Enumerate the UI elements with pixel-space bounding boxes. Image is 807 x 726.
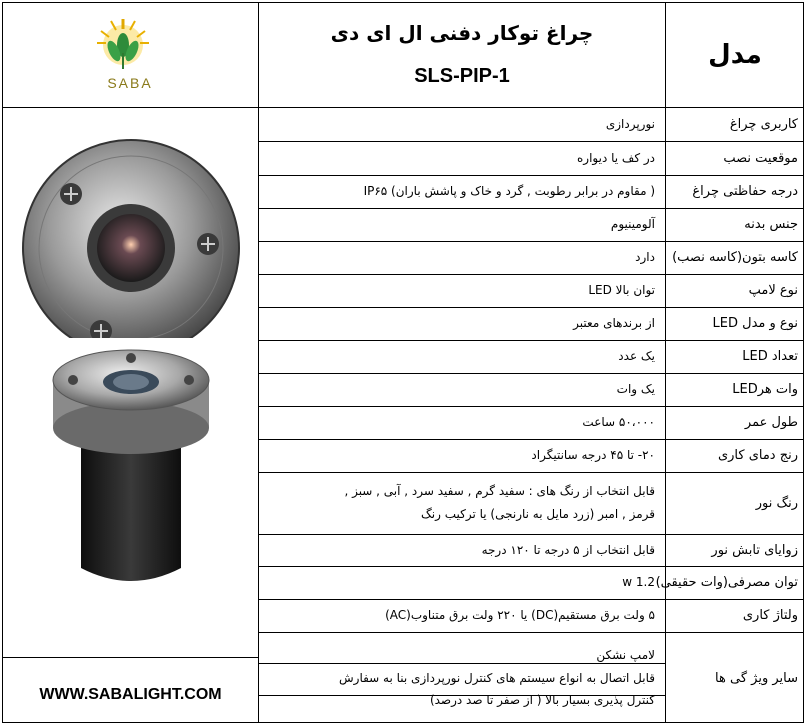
spec-value-line: قابل انتخاب از ۵ درجه تا ۱۲۰ درجه	[481, 542, 655, 557]
model-heading: مدل	[708, 40, 762, 70]
spec-label-text: زوایای تابش نور	[711, 542, 798, 558]
wheat-logo-icon	[3, 3, 257, 107]
spec-value-line: قابل انتخاب از رنگ های : سفید گرم , سفید سرد , آبی , سبز ,	[344, 484, 655, 499]
spec-label	[666, 439, 804, 472]
spec-label-text: جنس بدنه	[744, 217, 798, 232]
spec-row	[259, 141, 804, 175]
spec-value-line: دارد	[635, 250, 655, 265]
spec-label	[666, 632, 804, 724]
spec-row	[259, 175, 804, 208]
spec-value	[259, 208, 665, 241]
spec-label	[655, 566, 804, 599]
spec-label	[666, 274, 804, 307]
spec-row	[259, 241, 804, 274]
spec-label	[666, 340, 804, 373]
spec-label-text: درجه حفاظتی چراغ	[692, 184, 798, 199]
photo-column	[3, 108, 258, 724]
spec-value	[259, 274, 665, 307]
spec-value	[259, 175, 665, 208]
spec-value	[259, 472, 665, 534]
spec-label	[666, 472, 804, 534]
product-photo-side	[3, 348, 258, 608]
spec-value	[259, 141, 665, 175]
spec-row	[259, 632, 804, 724]
spec-row	[259, 472, 804, 534]
spec-label-text: توان مصرفی(وات حقیقی)	[655, 575, 798, 590]
spec-value-line: یک وات	[616, 382, 655, 397]
spec-value-line: قابل اتصال به انواع سیستم های کنترل نورپردازی بنا به سفارش	[339, 670, 655, 685]
spec-label	[666, 241, 804, 274]
logo-text: SABA	[107, 75, 153, 91]
spec-value-line: ۵۰،۰۰۰ ساعت	[582, 415, 655, 430]
spec-label-text: طول عمر	[744, 415, 798, 430]
spec-label	[666, 175, 804, 208]
spec-value-line: در کف یا دیواره	[576, 150, 655, 165]
spec-value-line: یک عدد	[618, 349, 655, 364]
spec-row	[259, 340, 804, 373]
spec-value	[259, 307, 665, 340]
spec-label-text: ولتاژ کاری	[742, 608, 798, 623]
product-photo-top	[3, 108, 258, 338]
spec-value-line: از برندهای معتبر	[573, 316, 655, 331]
spec-value-line: کنترل پذیری بسیار بالا ( از صفر تا صد درصد)	[429, 693, 655, 708]
spec-value-line: نورپردازی	[605, 116, 655, 131]
spec-label-text: نوع و مدل LED	[712, 316, 798, 331]
spec-label-text: وات هرLED	[732, 382, 798, 397]
spec-value	[259, 373, 665, 406]
spec-value	[259, 632, 665, 724]
spec-value-line: ( مقاوم در برابر رطوبت , گرد و خاک و پاشش باران) IP۶۵	[363, 184, 655, 199]
spec-label-text: تعداد LED	[742, 349, 798, 364]
spec-label-text: رنگ نور	[755, 495, 798, 511]
spec-label-text: کاربری چراغ	[729, 116, 798, 132]
spec-label	[666, 107, 804, 141]
spec-row	[259, 439, 804, 472]
spec-row	[259, 534, 804, 566]
spec-label	[666, 534, 804, 566]
spec-row	[259, 274, 804, 307]
product-name: چراغ توکار دفنی ال ای دی	[330, 21, 594, 45]
spec-value	[259, 534, 665, 566]
spec-value-line: 1.2 w	[622, 575, 655, 590]
logo	[3, 3, 257, 107]
spec-sheet	[2, 2, 804, 723]
spec-row	[259, 307, 804, 340]
spec-value-line: ۲۰- تا ۴۵ درجه سانتیگراد	[531, 448, 655, 463]
website-link[interactable]: WWW.SABALIGHT.COM	[39, 686, 222, 703]
spec-label-text: رنج دمای کاری	[717, 448, 798, 463]
spec-value	[259, 406, 665, 439]
spec-value-line: آلومینیوم	[610, 217, 655, 232]
spec-label-text: موقعیت نصب	[723, 150, 798, 166]
spec-label-text: نوع لامپ	[748, 283, 798, 298]
spec-value	[259, 599, 665, 632]
spec-value	[259, 241, 665, 274]
product-title	[259, 3, 665, 107]
spec-value-line: قرمز , امبر (زرد مایل به نارنجی) یا ترکیب رنگ	[421, 507, 655, 521]
spec-value	[259, 566, 665, 599]
spec-label	[666, 373, 804, 406]
spec-label	[666, 599, 804, 632]
spec-label	[666, 307, 804, 340]
spec-value-line: ۵ ولت برق مستقیم(DC) یا ۲۲۰ ولت برق متناوب(AC)	[385, 608, 655, 623]
spec-value	[259, 107, 665, 141]
spec-label-text: کاسه بتون(کاسه نصب)	[672, 250, 798, 265]
spec-value-line: لامپ نشکن	[596, 647, 655, 662]
spec-label	[666, 406, 804, 439]
spec-row	[259, 208, 804, 241]
model-code: SLS-PIP-1	[414, 65, 510, 87]
spec-row	[259, 107, 804, 141]
spec-value	[259, 340, 665, 373]
spec-row	[259, 566, 804, 599]
spec-label-text: سایر ویژ گی ها	[715, 670, 798, 686]
spec-value	[259, 439, 665, 472]
spec-label	[666, 208, 804, 241]
spec-label	[666, 141, 804, 175]
spec-row	[259, 406, 804, 439]
spec-row	[259, 373, 804, 406]
spec-row	[259, 599, 804, 632]
spec-value-line: توان بالا LED	[588, 283, 655, 298]
